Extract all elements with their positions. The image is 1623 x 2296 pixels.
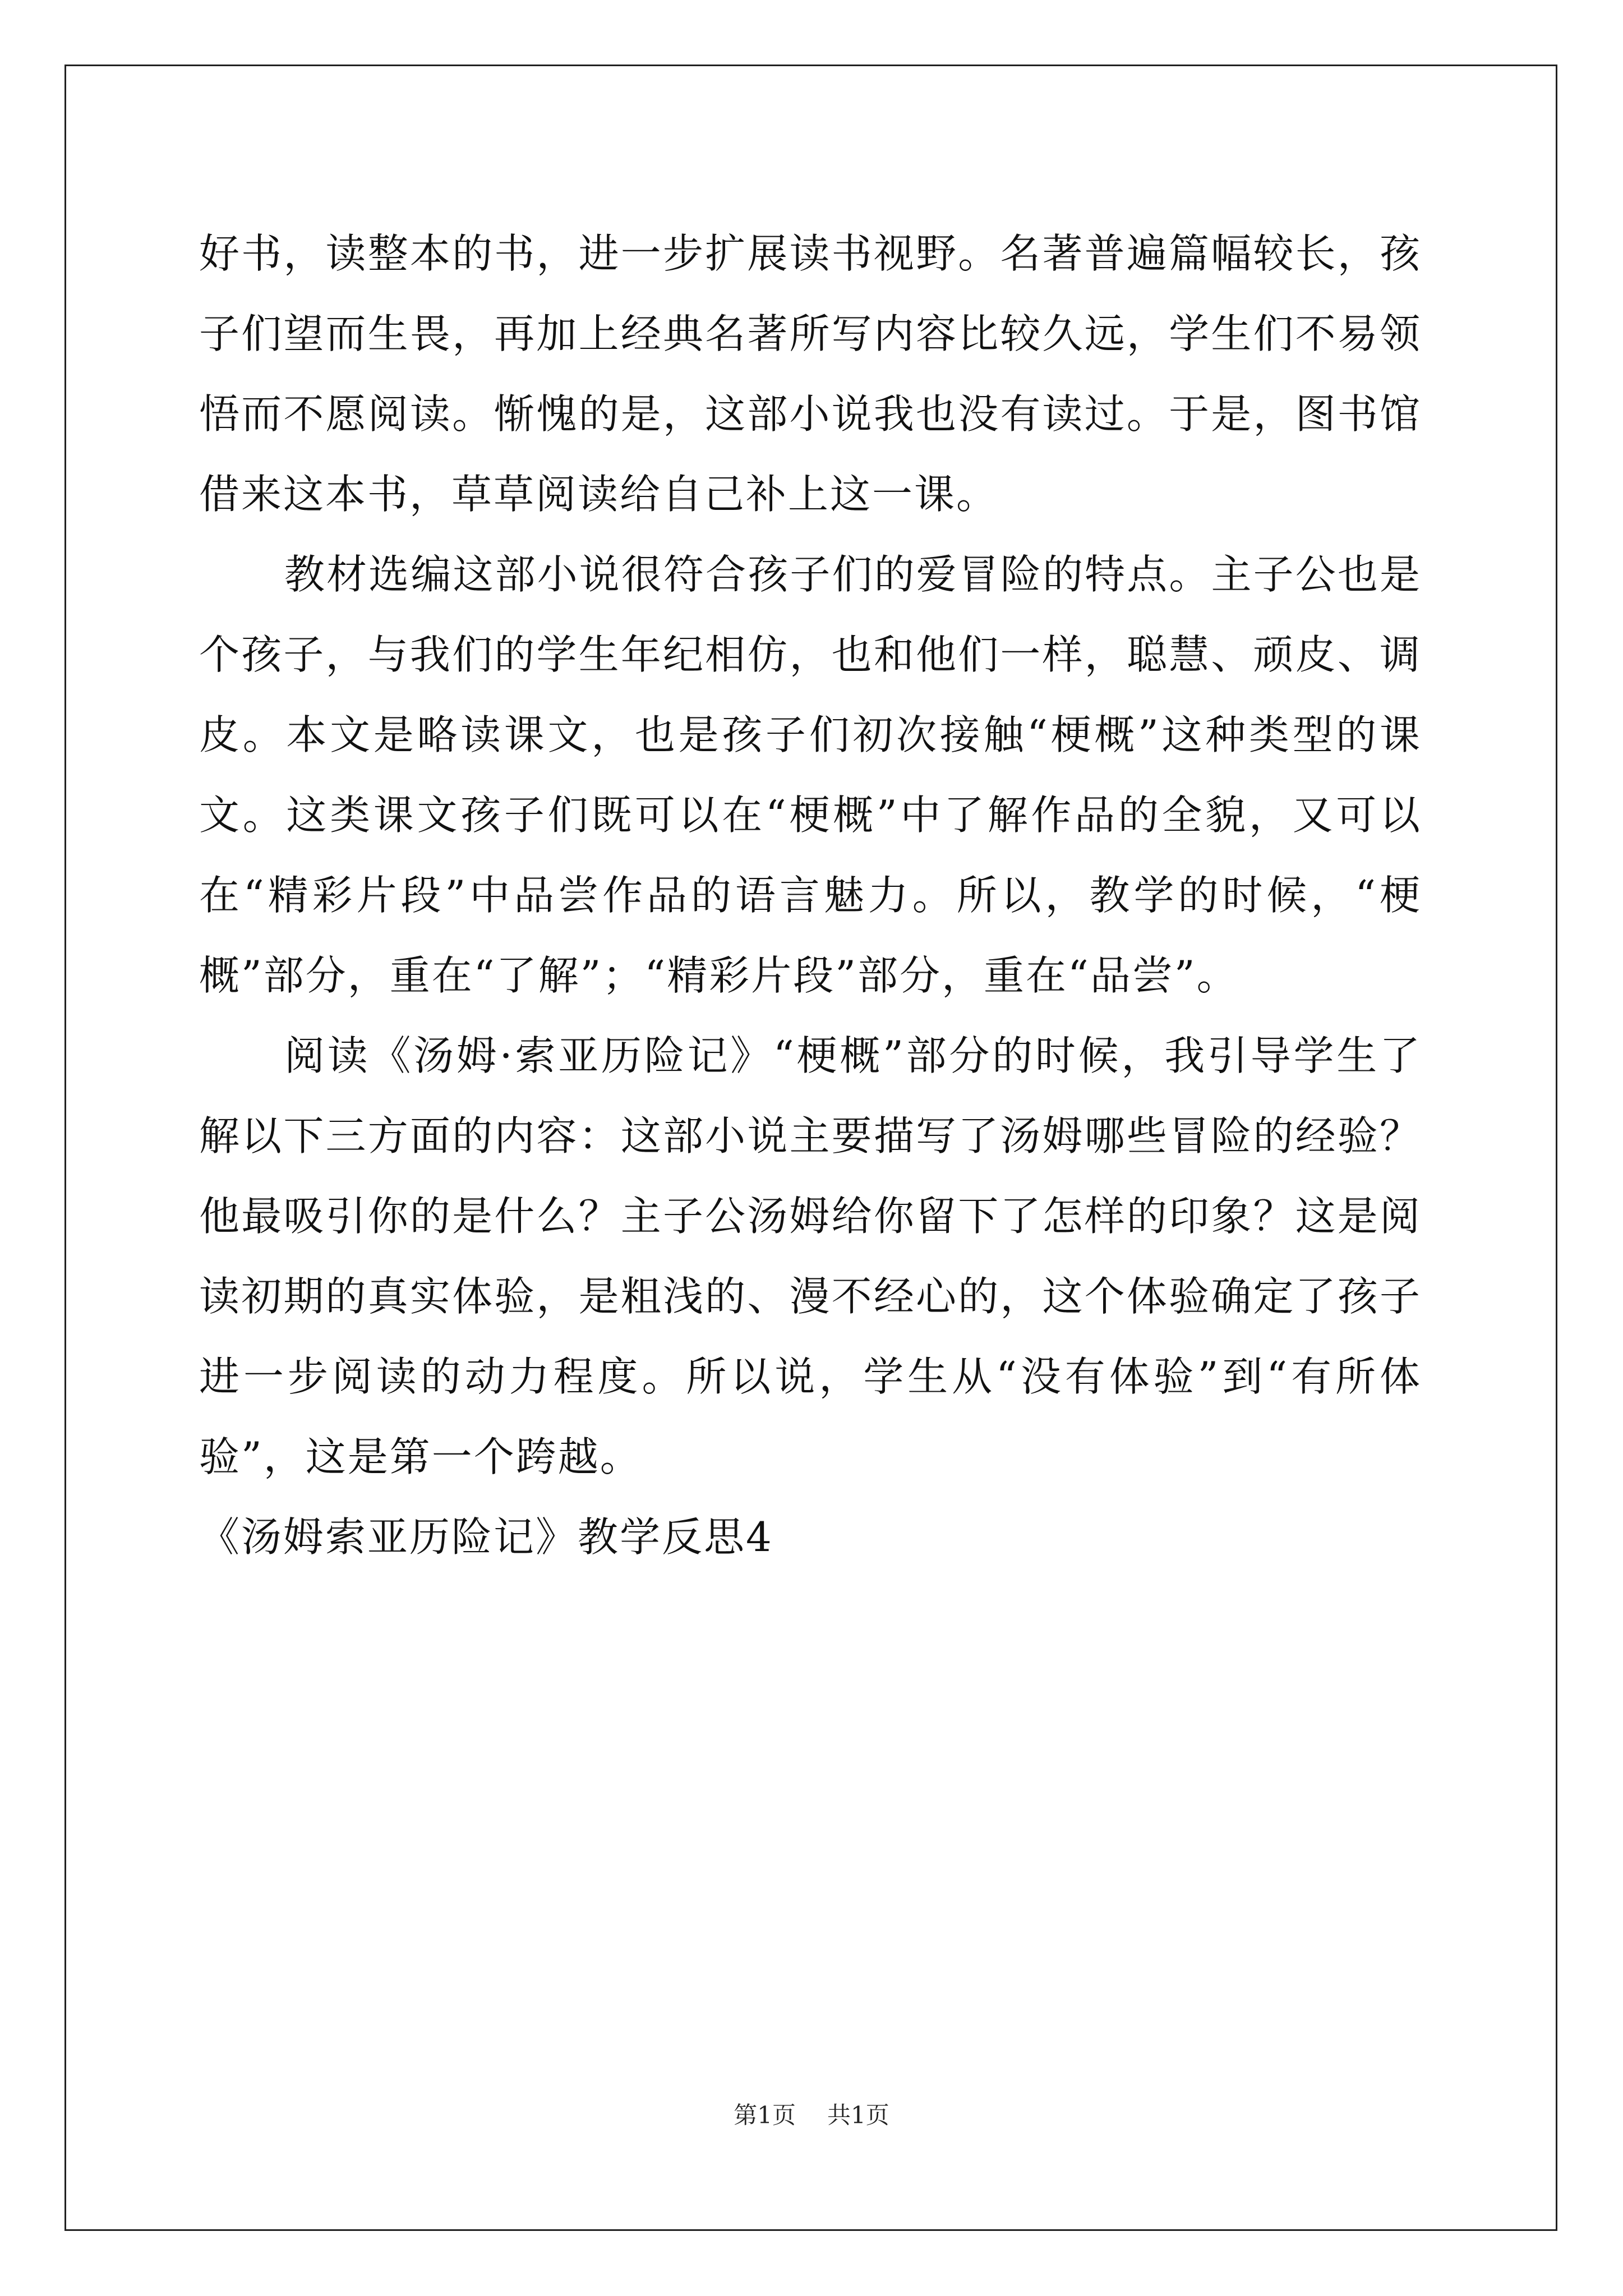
page-total: 共1页 bbox=[827, 2101, 889, 2129]
section-heading: 《汤姆索亚历险记》教学反思4 bbox=[199, 1513, 773, 1561]
paragraph-3: 阅读《汤姆·索亚历险记》“梗概”部分的时候，我引导学生了解以下三方面的内容：这部小说主要描写了汤姆哪些冒险的经验？他最吸引你的是什么？主子公汤姆给你留下了怎样的印象？这是阅读初期的真实体验，是粗浅的、漫不经心的，这个体验确定了孩子进一步阅读的动力程度。所以说，学生从“没有体验”到“有所体验”，这是第一个跨越。 bbox=[199, 1032, 1422, 1480]
document-body bbox=[199, 214, 1422, 1577]
paragraph-1: 好书，读整本的书，进一步扩展读书视野。名著普遍篇幅较长，孩子们望而生畏，再加上经典名著所写内容比较久远，学生们不易领悟而不愿阅读。惭愧的是，这部小说我也没有读过。于是，图书馆借来这本书，草草阅读给自己补上这一课。 bbox=[199, 230, 1422, 518]
page-footer bbox=[0, 2101, 1623, 2130]
paragraph-2: 教材选编这部小说很符合孩子们的爱冒险的特点。主子公也是个孩子，与我们的学生年纪相仿，也和他们一样，聪慧、顽皮、调皮。本文是略读课文，也是孩子们初次接触“梗概”这种类型的课文。这类课文孩子们既可以在“梗概”中了解作品的全貌，又可以在“精彩片段”中品尝作品的语言魅力。所以，教学的时候，“梗概”部分，重在“了解”；“精彩片段”部分，重在“品尝”。 bbox=[199, 551, 1422, 999]
page-number: 第1页 bbox=[734, 2101, 796, 2129]
